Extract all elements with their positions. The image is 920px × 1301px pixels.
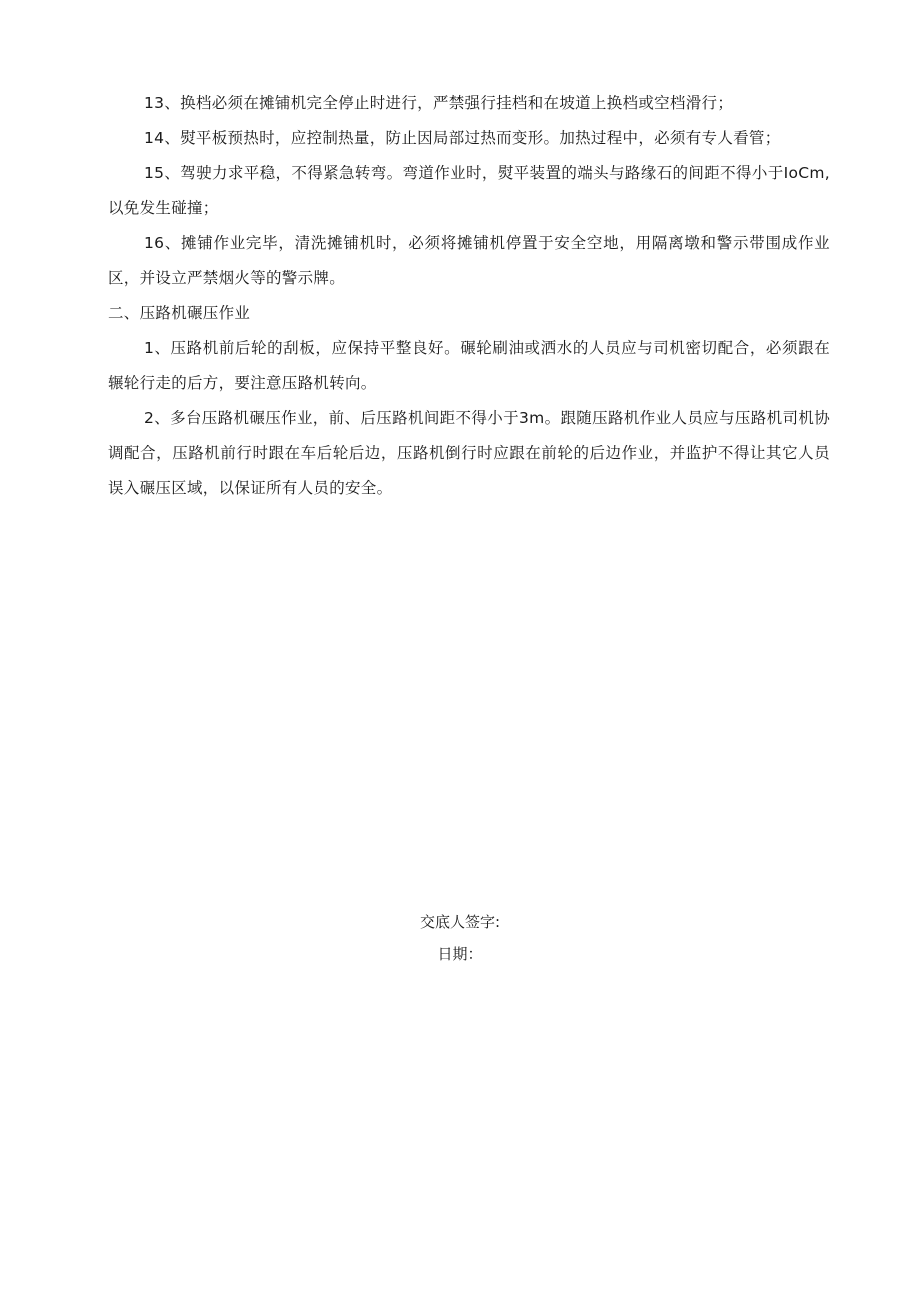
- clause-14: 14、熨平板预热时，应控制热量，防止因局部过热而变形。加热过程中，必须有专人看管；: [144, 129, 781, 147]
- signer-label: 交底人签字:: [419, 913, 501, 931]
- section-heading-roller: 二、压路机碾压作业: [108, 304, 251, 322]
- roller-clause-2: 2、多台压路机碾压作业，前、后压路机间距不得小于3m。跟随压路机作业人员应与压路机司机协调配合，压路机前行时跟在车后轮后边，压路机倒行时应跟在前轮的后边作业，并监护不得让其它人员误入碾压区域，以保证所有人员的安全。: [108, 409, 830, 497]
- date-label: 日期：: [437, 945, 483, 963]
- clause-13: 13、换档必须在摊铺机完全停止时进行，严禁强行挂档和在坡道上换档或空档滑行；: [144, 94, 734, 112]
- signature-block: [0, 906, 920, 970]
- document-body: [108, 86, 830, 506]
- roller-clause-1: 1、压路机前后轮的刮板，应保持平整良好。碾轮刷油或洒水的人员应与司机密切配合，必须跟在辗轮行走的后方，要注意压路机转向。: [108, 339, 830, 392]
- clause-16: 16、摊铺作业完毕，清洗摊铺机时，必须将摊铺机停置于安全空地，用隔离墩和警示带围成作业区，并设立严禁烟火等的警示牌。: [108, 234, 830, 287]
- clause-15: 15、驾驶力求平稳，不得紧急转弯。弯道作业时，熨平装置的端头与路缘石的间距不得小于IoCm,以免发生碰撞；: [108, 164, 830, 217]
